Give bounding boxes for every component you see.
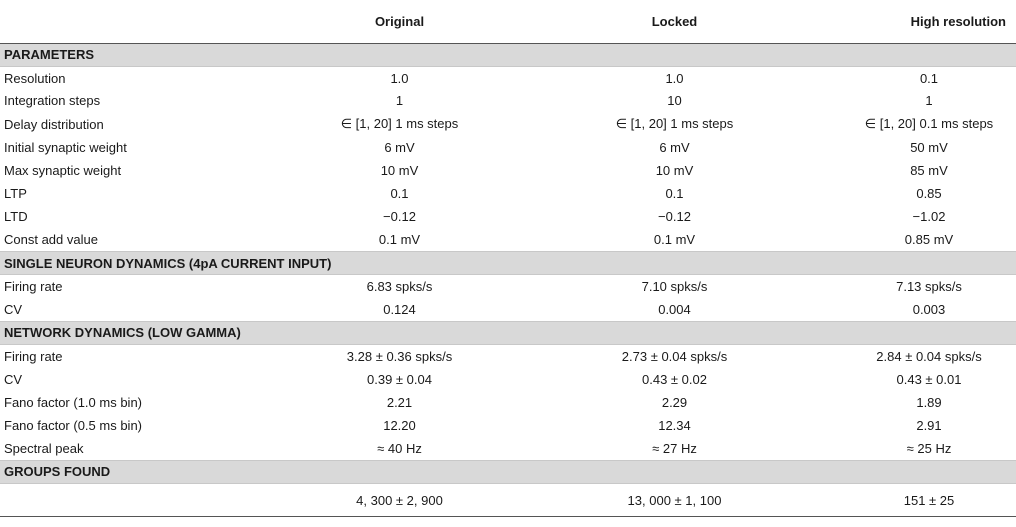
cell-original: 6.83 spks/s: [366, 279, 433, 295]
section-title: SINGLE NEURON DYNAMICS (4pA CURRENT INPUT): [0, 252, 1016, 275]
row-label: Fano factor (1.0 ms bin): [4, 394, 142, 410]
table-body: [0, 43, 1016, 517]
row-label: Fano factor (0.5 ms bin): [4, 418, 142, 434]
row-label: CV: [4, 301, 23, 317]
row-label: Spectral peak: [4, 441, 84, 457]
table-row: [0, 368, 1016, 391]
section-title: GROUPS FOUND: [0, 460, 1016, 483]
cell-locked: −0.12: [658, 209, 691, 225]
cell-high-resolution: 151 ± 25: [812, 484, 1016, 517]
table-row: [0, 113, 1016, 136]
header-high-resolution: High resolution: [812, 0, 1016, 43]
table-row: [0, 275, 1016, 298]
cell-locked: 1.0: [665, 70, 684, 86]
cell-high-resolution: 2.91: [916, 418, 942, 434]
header-locked: Locked: [537, 0, 812, 43]
cell-locked: 0.1 mV: [653, 232, 696, 248]
row-label: Max synaptic weight: [4, 163, 122, 179]
cell-locked: 0.004: [658, 301, 691, 317]
cell-original: 1.0: [390, 70, 409, 86]
cell-original: 0.1 mV: [378, 232, 421, 248]
cell-original: 0.1: [390, 186, 409, 202]
cell-original: 3.28 ± 0.36 spks/s: [346, 348, 453, 364]
row-label: LTP: [4, 186, 27, 202]
cell-high-resolution: 50 mV: [910, 139, 948, 155]
row-label: Firing rate: [4, 348, 63, 364]
cell-high-resolution: ≈ 25 Hz: [906, 441, 952, 457]
cell-high-resolution: 0.1: [919, 70, 939, 86]
cell-locked: 2.73 ± 0.04 spks/s: [621, 348, 728, 364]
cell-high-resolution: 85 mV: [910, 163, 948, 179]
header-original: Original: [262, 0, 537, 43]
section-header: [0, 321, 1016, 344]
row-label: [0, 484, 262, 517]
cell-original: 6 mV: [384, 139, 415, 155]
cell-high-resolution: 0.003: [912, 301, 946, 317]
row-label: Integration steps: [4, 93, 101, 109]
cell-high-resolution: 0.43 ± 0.01: [896, 371, 962, 387]
cell-locked: 12.34: [658, 418, 691, 434]
cell-locked: 7.10 spks/s: [641, 279, 708, 295]
cell-original: 12.20: [383, 418, 416, 434]
cell-high-resolution: 1.89: [916, 394, 942, 410]
table-row: [0, 89, 1016, 112]
section-header: [0, 460, 1016, 483]
cell-high-resolution: 0.85 mV: [904, 232, 954, 248]
cell-original: 0.124: [383, 301, 416, 317]
row-label: Const add value: [4, 232, 98, 248]
cell-locked: 13, 000 ± 1, 100: [537, 484, 812, 517]
cell-locked: 10: [667, 93, 682, 109]
cell-original: ≈ 40 Hz: [377, 441, 422, 457]
cell-original: 4, 300 ± 2, 900: [262, 484, 537, 517]
cell-locked: 6 mV: [659, 139, 690, 155]
cell-high-resolution: 0.85: [916, 186, 942, 202]
cell-locked: ≈ 27 Hz: [652, 441, 697, 457]
section-header: [0, 252, 1016, 275]
cell-original: 10 mV: [380, 163, 419, 179]
cell-locked: 10 mV: [655, 163, 694, 179]
table-row: [0, 205, 1016, 228]
cell-original: 0.39 ± 0.04: [367, 371, 432, 387]
cell-locked: 0.43 ± 0.02: [642, 371, 707, 387]
section-title: NETWORK DYNAMICS (LOW GAMMA): [0, 321, 1016, 344]
table-row: [0, 136, 1016, 159]
row-label: Initial synaptic weight: [4, 139, 127, 155]
table-row: [0, 344, 1016, 367]
cell-high-resolution: 2.84 ± 0.04 spks/s: [876, 348, 982, 364]
header-corner: [0, 0, 262, 43]
table-row: [0, 391, 1016, 414]
table-row: [0, 437, 1016, 460]
cell-high-resolution: 7.13 spks/s: [896, 279, 962, 295]
cell-high-resolution: ∈ [1, 20] 0.1 ms steps: [864, 116, 994, 132]
cell-original: 2.21: [386, 394, 413, 410]
table-row: [0, 484, 1016, 517]
row-label: Firing rate: [4, 279, 63, 295]
row-label: Delay distribution: [4, 116, 104, 132]
table-row: [0, 298, 1016, 321]
table-row: [0, 414, 1016, 437]
cell-original: −0.12: [383, 209, 416, 225]
cell-locked: 2.29: [661, 394, 688, 410]
cell-locked: 0.1: [665, 186, 684, 202]
section-title: PARAMETERS: [0, 43, 1016, 66]
row-label: LTD: [4, 209, 28, 225]
cell-locked: ∈ [1, 20] 1 ms steps: [615, 116, 734, 132]
cell-original: 1: [395, 93, 404, 109]
row-label: Resolution: [4, 70, 66, 86]
row-label: CV: [4, 371, 23, 387]
cell-original: ∈ [1, 20] 1 ms steps: [340, 116, 459, 132]
table-row: [0, 66, 1016, 89]
cell-high-resolution: −1.02: [912, 209, 946, 225]
header-row: [0, 0, 1016, 43]
table-row: [0, 159, 1016, 182]
section-header: [0, 43, 1016, 66]
table-row: [0, 182, 1016, 205]
cell-high-resolution: 1: [925, 93, 933, 109]
table-row: [0, 229, 1016, 252]
